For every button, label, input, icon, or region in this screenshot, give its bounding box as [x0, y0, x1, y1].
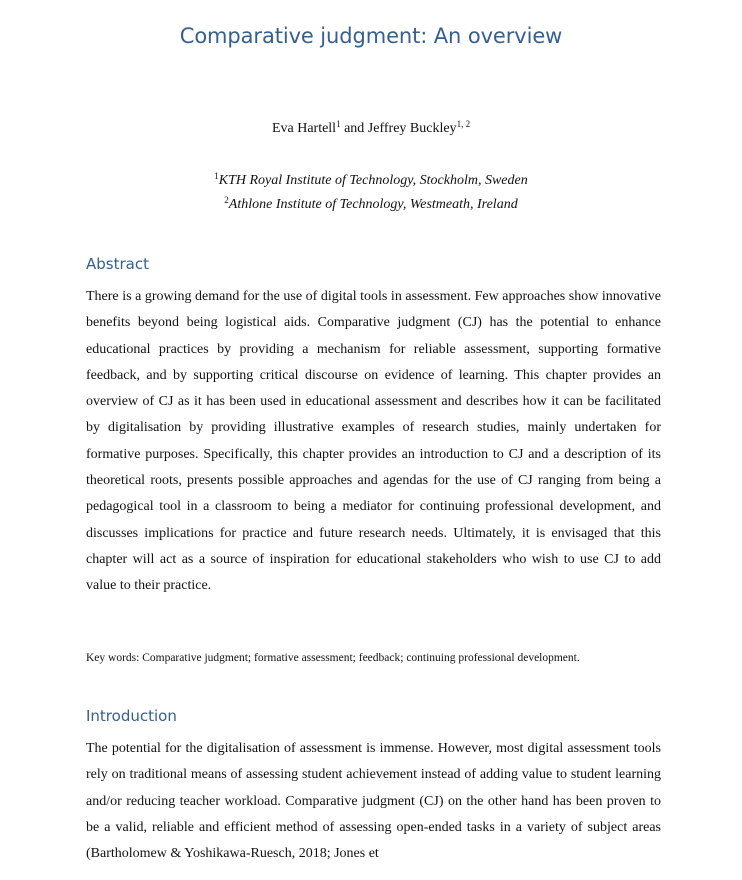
- introduction-body: The potential for the digitalisation of assessment is immense. However, most digital assessment tools rely on traditional means of assessing student achievement instead of adding value to student learning and/or reducing teacher workload. Comparative judgment (CJ) on the other hand has been proven to be a valid, reliable and efficient method of assessing open-ended tasks in a variety of subject areas (Bartholomew & Yoshikawa-Ruesch, 2018; Jones et: [86, 741, 661, 862]
- author-name: Jeffrey Buckley: [367, 121, 457, 136]
- affiliation-1: [0, 173, 742, 189]
- author-line: [0, 121, 742, 137]
- affiliation-mark: 1: [214, 171, 219, 181]
- affiliation-mark: 2: [224, 195, 229, 205]
- abstract-body: There is a growing demand for the use of digital tools in assessment. Few approaches show innovative benefits beyond being logistical aids. Comparative judgment (CJ) has the potential to enhance educational practices by providing a mechanism for reliable assessment, supporting formative feedback, and by supporting critical discourse on evidence of learning. This chapter provides an overview of CJ as it has been used in educational assessment and describes how it can be facilitated by digitalisation by providing illustrative examples of research studies, mainly undertaken for formative purposes. Specifically, this chapter provides an introduction to CJ and a description of its theoretical roots, presents possible approaches and agendas for the use of CJ ranging from being a pedagogical tool in a classroom to being a mediator for continuing professional development, and discusses implications for practice and future research needs. Ultimately, it is envisaged that this chapter will act as a source of inspiration for educational stakeholders who wish to use CJ to add value to their practice.: [86, 289, 661, 594]
- paper-title: Comparative judgment: An overview: [179, 24, 563, 48]
- abstract-heading: Abstract: [86, 255, 149, 273]
- introduction-heading: Introduction: [86, 707, 177, 725]
- affiliation-text: KTH Royal Institute of Technology, Stockholm, Sweden: [218, 173, 528, 188]
- author-affiliation-mark: 1, 2: [456, 119, 471, 129]
- affiliation-text: Athlone Institute of Technology, Westmeath, Ireland: [228, 197, 518, 212]
- affiliation-2: [0, 197, 742, 213]
- author-affiliation-mark: 1: [336, 119, 341, 129]
- author-joiner: and: [340, 121, 368, 136]
- keywords: Key words: Comparative judgment; formative assessment; feedback; continuing professional development.: [86, 652, 580, 664]
- author-name: Eva Hartell: [271, 121, 337, 136]
